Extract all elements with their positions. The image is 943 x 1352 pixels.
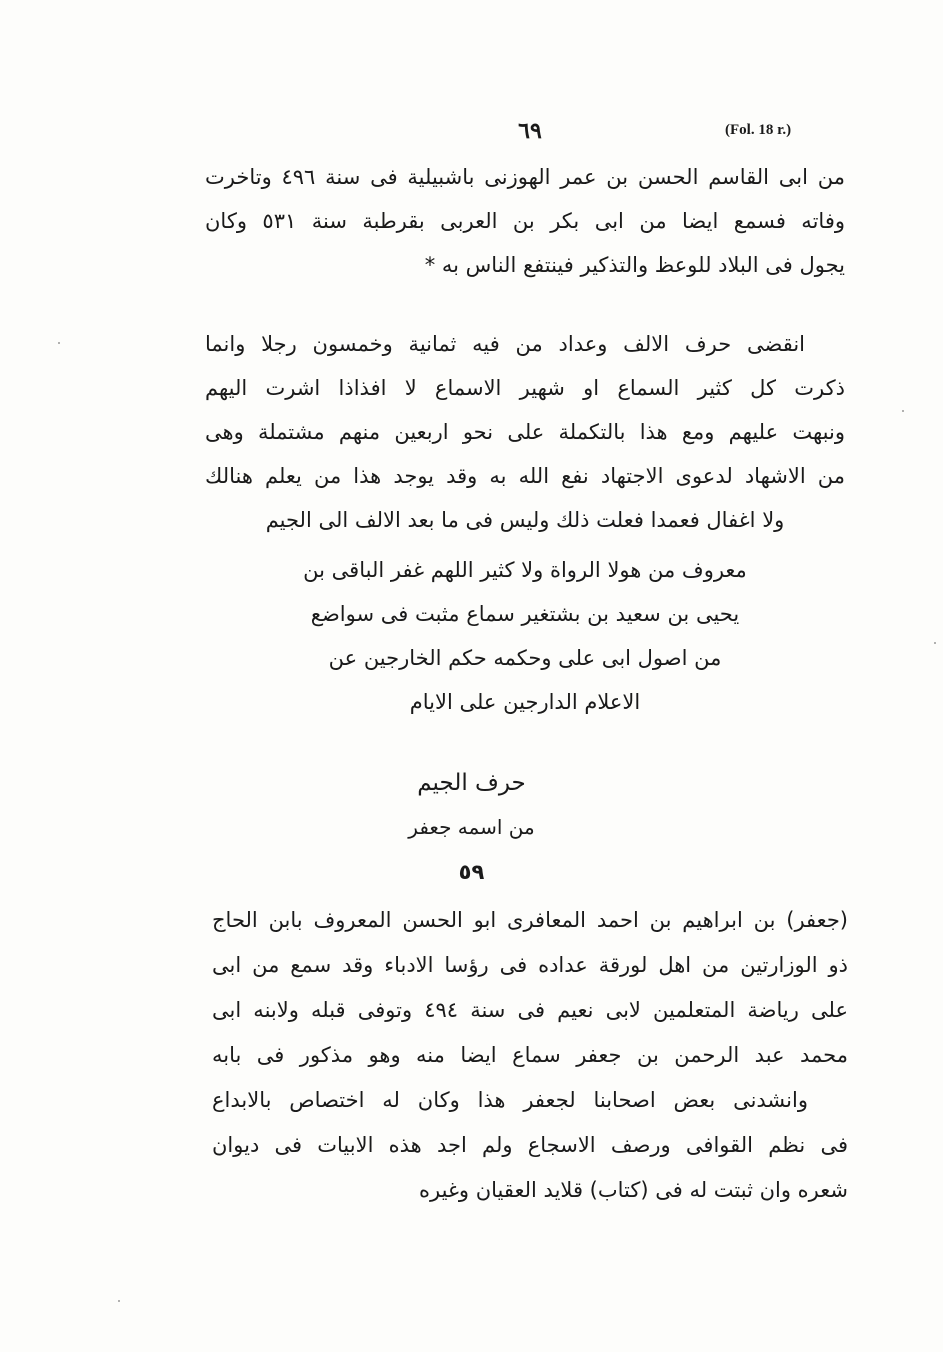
section-title: حرف الجيم	[417, 770, 526, 796]
entry-number: ٥٩	[458, 860, 485, 884]
text-line: ونبهت عليهم ومع هذا بالتكملة على نحو اربعين منهم مشتملة وهى	[205, 420, 845, 444]
text-line: يحيى بن سعيد بن بشتغير سماع مثبت فى سواضع	[310, 602, 740, 626]
text-line: ذكرت كل كثير السماع او شهير الاسماع لا افذاذا اشرت اليهم	[205, 376, 845, 400]
page-number: ٦٩	[518, 118, 542, 144]
paragraph-continuation	[205, 155, 845, 287]
text-line: وانشدنى بعض اصحابنا لجعفر هذا وكان له اختصاص بالابداع	[212, 1088, 808, 1112]
text-line: من ابى القاسم الحسن بن عمر الهوزنى باشبيلية فى سنة ٤٩٦ وتاخرت	[205, 165, 845, 189]
folio-reference: (Fol. 18 r.)	[725, 122, 792, 138]
text-line: معروف من هولا الرواة ولا كثير اللهم غفر الباقى بن	[303, 558, 747, 582]
section-subtitle: من اسمه جعفر	[408, 815, 535, 839]
text-line: ذو الوزارتين من اهل لورقة عداده فى رؤسا الادباء وقد سمع من ابى	[212, 953, 848, 977]
paper-speck	[58, 342, 60, 344]
text-line: على رياضة المتعلمين لابى نعيم فى سنة ٤٩٤ وتوفى قبله ولابنه ابى	[212, 998, 848, 1022]
biographical-entry	[212, 898, 848, 1213]
text-line: شعره وان ثبتت له فى (كتاب) قلايد العقيان وغيره	[419, 1178, 848, 1202]
text-line: (جعفر) بن ابراهيم بن احمد المعافرى ابو الحسن المعروف بابن الحاج	[212, 908, 848, 932]
text-line: انقضى حرف الالف وعداد من فيه ثمانية وخمسون رجلا وانما	[205, 332, 805, 356]
text-line: محمد عبد الرحمن بن جعفر سماع ايضا منه وهو مذكور فى بابه	[212, 1043, 848, 1067]
text-line: من اصول ابى على وحكمه حكم الخارجين عن	[328, 646, 722, 670]
paper-speck	[934, 642, 936, 644]
paragraph-section-close	[205, 322, 845, 542]
paper-speck	[902, 410, 904, 412]
text-line: فى نظم القوافى ورصف الاسجاع ولم اجد هذه الابيات فى ديوان	[212, 1133, 848, 1157]
paragraph-tapered	[220, 548, 830, 724]
text-line: من الاشهاد لدعوى الاجتهاد نفع الله به وقد يوجد هذا من يعلم هنالك	[205, 464, 845, 488]
paper-speck	[118, 1300, 120, 1302]
text-line: وفاته فسمع ايضا من ابى بكر بن العربى بقرطبة سنة ٥٣١ وكان	[205, 209, 845, 233]
text-line: ولا اغفال فعمدا فعلت ذلك وليس فى ما بعد الالف الى الجيم	[265, 508, 785, 532]
text-line: الاعلام الدارجين على الايام	[409, 690, 641, 714]
text-line: يجول فى البلاد للوعظ والتذكير فينتفع الناس به *	[424, 253, 845, 277]
